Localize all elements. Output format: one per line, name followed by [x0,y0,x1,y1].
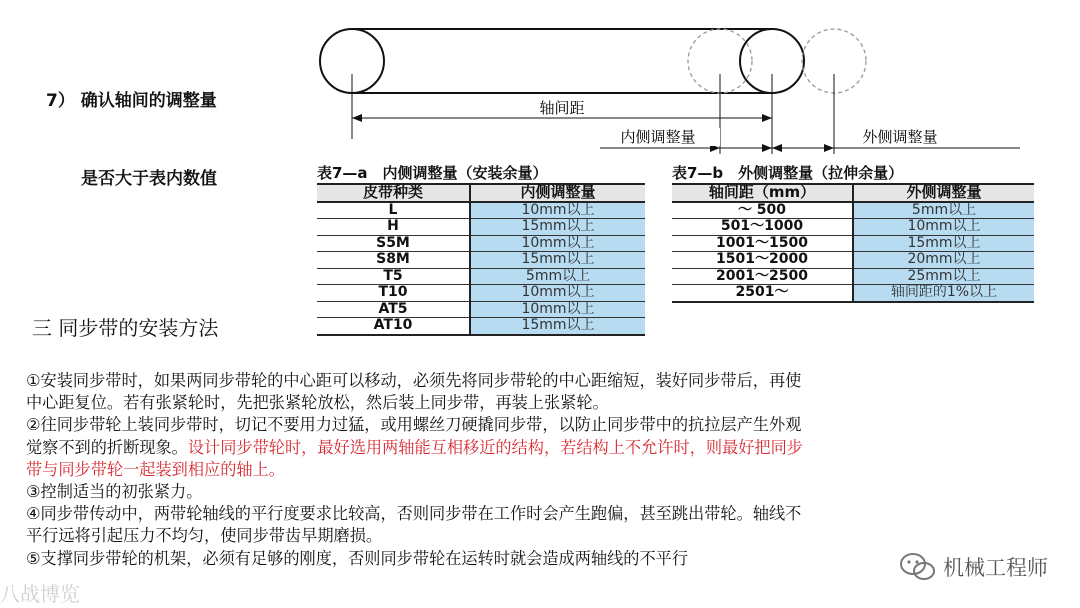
table-row [317,285,645,302]
row-key: L [317,202,470,219]
table-row [672,219,1034,236]
row-value: 15mm以上 [470,318,645,335]
row-key: T10 [317,285,470,302]
row-value: 15mm以上 [470,219,645,236]
table-row [317,219,645,236]
center-distance-label: 轴间距 [539,99,585,117]
table-row [317,301,645,318]
row-key: 2001～2500 [672,268,853,285]
paragraph-line: 中心距复位。若有张紧轮时，先把张紧轮放松，然后装上同步带，再装上张紧轮。 [26,393,609,413]
column-header: 外侧调整量 [853,184,1034,202]
body-text [26,370,1046,570]
table-a-caption: 表7—a 内侧调整量（安装余量） [317,164,548,182]
row-value: 15mm以上 [470,252,645,269]
row-value: 15mm以上 [853,235,1034,252]
column-header: 内侧调整量 [470,184,645,202]
inner-adjust-label: 内侧调整量 [620,128,696,146]
table-row [317,318,645,335]
table-row [672,252,1034,269]
row-value: 10mm以上 [470,235,645,252]
row-key: ～ 500 [672,202,853,219]
row-value: 10mm以上 [853,219,1034,236]
step-heading [46,36,217,218]
row-key: 1001～1500 [672,235,853,252]
table-b-caption: 表7—b 外侧调整量（拉伸余量） [672,164,904,182]
paragraph-line: ⑤支撑同步带轮的机架，必须有足够的刚度，否则同步带轮在运转时就会造成两轴线的不平行 [26,548,689,568]
column-header: 皮带种类 [317,184,470,202]
row-key: 2501～ [672,285,853,302]
row-key: H [317,219,470,236]
table-header-row [317,184,645,202]
table-row [317,268,645,285]
row-value: 25mm以上 [853,268,1034,285]
row-value: 10mm以上 [470,301,645,318]
paragraph-line: ③控制适当的初张紧力。 [26,482,203,502]
corner-watermark: 八战博览 [0,582,80,606]
paragraph-line: ④同步带传动中，两带轮轴线的平行度要求比较高，否则同步带在工作时会产生跑偏，甚至跳出带轮。轴线不 [26,504,802,524]
paragraph-segment: 觉察不到的折断现象。 [26,437,188,457]
highlighted-text: 带与同步带轮一起装到相应的轴上。 [26,459,285,479]
table-row [672,285,1034,302]
paragraph-line: ①安装同步带时，如果两同步带轮的中心距可以移动，必须先将同步带轮的中心距缩短，装好同步带后，再使 [26,371,802,390]
watermark-text: 机械工程师 [943,556,1048,580]
table-row [672,235,1034,252]
row-value: 20mm以上 [853,252,1034,269]
column-header: 轴间距（mm） [672,184,853,202]
highlighted-text: 设计同步带轮时，最好选用两轴能互相移近的结构，若结构上不允许时，则最好把同步 [187,437,803,457]
row-key: AT10 [317,318,470,335]
outer-adjust-label: 外侧调整量 [862,128,938,146]
watermark [899,552,1048,582]
table-row [317,235,645,252]
belt-adjustment-diagram [300,14,1020,154]
row-value: 轴间距的1%以上 [853,285,1034,302]
section-title: 三 同步带的安装方法 [32,316,219,340]
row-value: 5mm以上 [853,202,1034,219]
table-row [317,202,645,219]
paragraph-line: ②往同步带轮上装同步带时，切记不要用力过猛，或用螺丝刀硬撬同步带，以防止同步带中的抗拉层产生外观 [26,415,802,435]
row-value: 10mm以上 [470,202,645,219]
table-row [672,268,1034,285]
dimension-arrows [352,114,834,152]
outer-adjust-table [672,183,1034,303]
row-key: 501～1000 [672,219,853,236]
row-key: AT5 [317,301,470,318]
table-row [672,202,1034,219]
row-value: 5mm以上 [470,268,645,285]
paragraph-line: 平行远将引起压力不均匀，使同步带齿早期磨损。 [26,526,383,546]
belt-outline [352,29,772,93]
paragraph-line [26,437,1046,459]
row-key: S5M [317,235,470,252]
row-value: 10mm以上 [470,285,645,302]
table-row [317,252,645,269]
wechat-icon [899,552,937,582]
row-key: 1501～2000 [672,252,853,269]
step-heading-line2: 是否大于表内数值 [81,169,217,189]
row-key: S8M [317,252,470,269]
table-header-row [672,184,1034,202]
step-heading-line1: 7） 确认轴间的调整量 [46,91,217,111]
row-key: T5 [317,268,470,285]
inner-adjust-table [317,183,645,336]
